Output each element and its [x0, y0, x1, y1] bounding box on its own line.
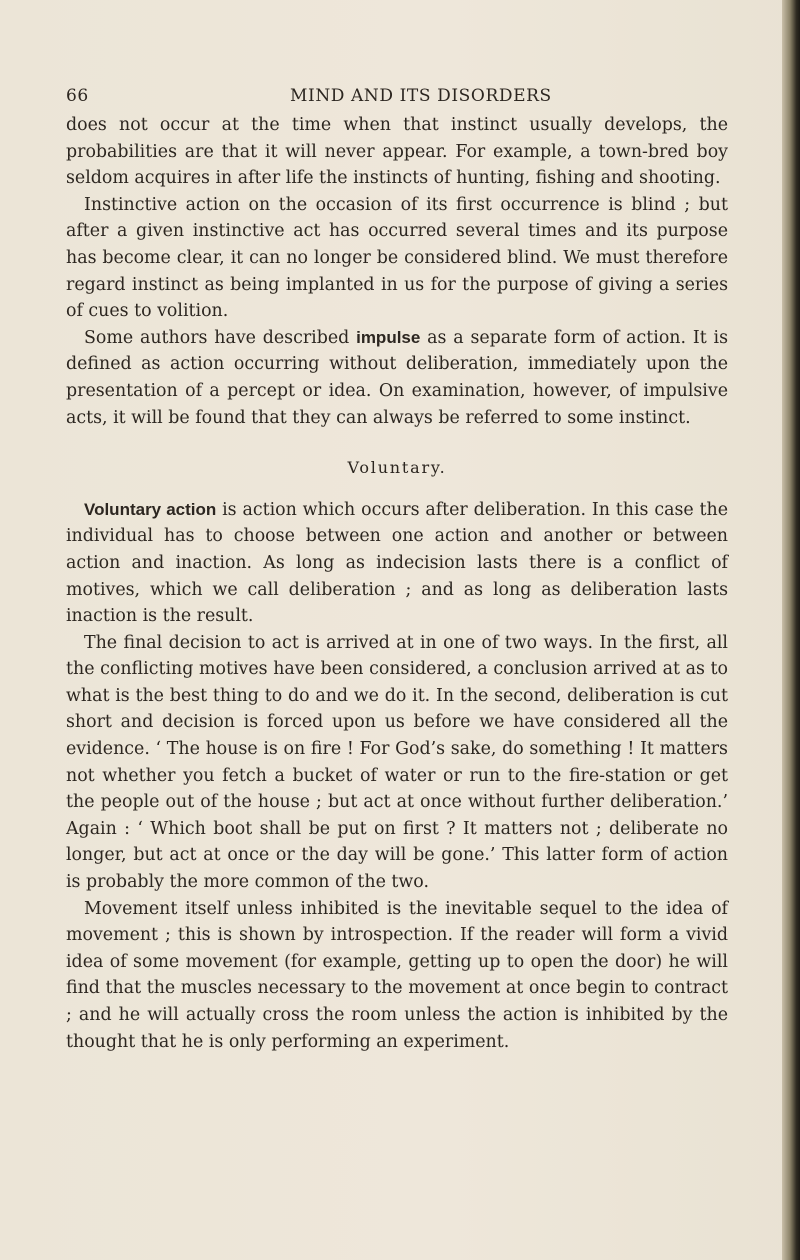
page-number: 66 [66, 86, 89, 106]
voluntary-action-keyword: Voluntary action [84, 499, 217, 519]
paragraph-movement: Movement itself unless inhibited is the inevitable sequel to the idea of movement ; this is shown by introspection. If the reader will form a vivid idea of some movement (for example, getting up to open the door) he will find that the muscles necessary to the movement at once begin to contract ; and he will actually cross the room unless the action is inhibited by the thought that he is only performing an experiment. [66, 898, 728, 1052]
paragraph-final-decision: The final decision to act is arrived at in one of two ways. In the first, all the conflicting motives have been considered, a conclusion arrived at as to what is the best thing to do and we do it. In the second, deliberation is cut short and decision is forced upon us before we have considered all the evidence. ‘ The house is on fire ! For God’s sake, do something ! It matters not whether you fetch a bucket of water or run to the fire-station or get the people out of the house ; but act at once without further deliberation.’ Again : ‘ Which boot shall be put on first ? It matters not ; deliberate no longer, but act at once or the day will be gone.’ This latter form of action is probably the more common of the two. [66, 632, 728, 893]
paragraph-impulse-rest: as a separate form of action. It is defined as action occurring without deliberation, immediately upon the presentation of a percept or idea. On examination, however, of impulsive acts, it will be found that they can always be referred to some instinct. [66, 327, 728, 428]
paragraph-impulse-lead: Some authors have described [84, 327, 357, 348]
impulse-keyword: impulse [356, 327, 421, 347]
section-heading-voluntary: Voluntary. [347, 458, 447, 478]
paragraph-voluntary-action [66, 497, 728, 630]
running-title: MIND AND ITS DISORDERS [290, 86, 552, 106]
book-edge-shadow [782, 0, 800, 1260]
paragraph-instinctive-action: Instinctive action on the occasion of its first occurrence is blind ; but after a given instinctive act has occurred several times and its purpose has become clear, it can no longer be considered blind. We must therefore regard instinct as being implanted in us for the purpose of giving a series of cues to volition. [66, 194, 728, 322]
body-text [66, 112, 728, 1055]
paragraph-instinct-development: does not occur at the time when that instinct usually develops, the probabilities are that it will never appear. For example, a town-bred boy seldom acquires in after life the instincts of hunting, fishing and shooting. [66, 115, 728, 189]
paragraph-voluntary-rest: is action which occurs after deliberation. In this case the individual has to choose between one action and another or between action and inaction. As long as indecision lasts there is a conflict of motives, which we call deliberation ; and as long as deliberation lasts inaction is the result. [66, 499, 728, 627]
paragraph-impulse [66, 325, 728, 431]
